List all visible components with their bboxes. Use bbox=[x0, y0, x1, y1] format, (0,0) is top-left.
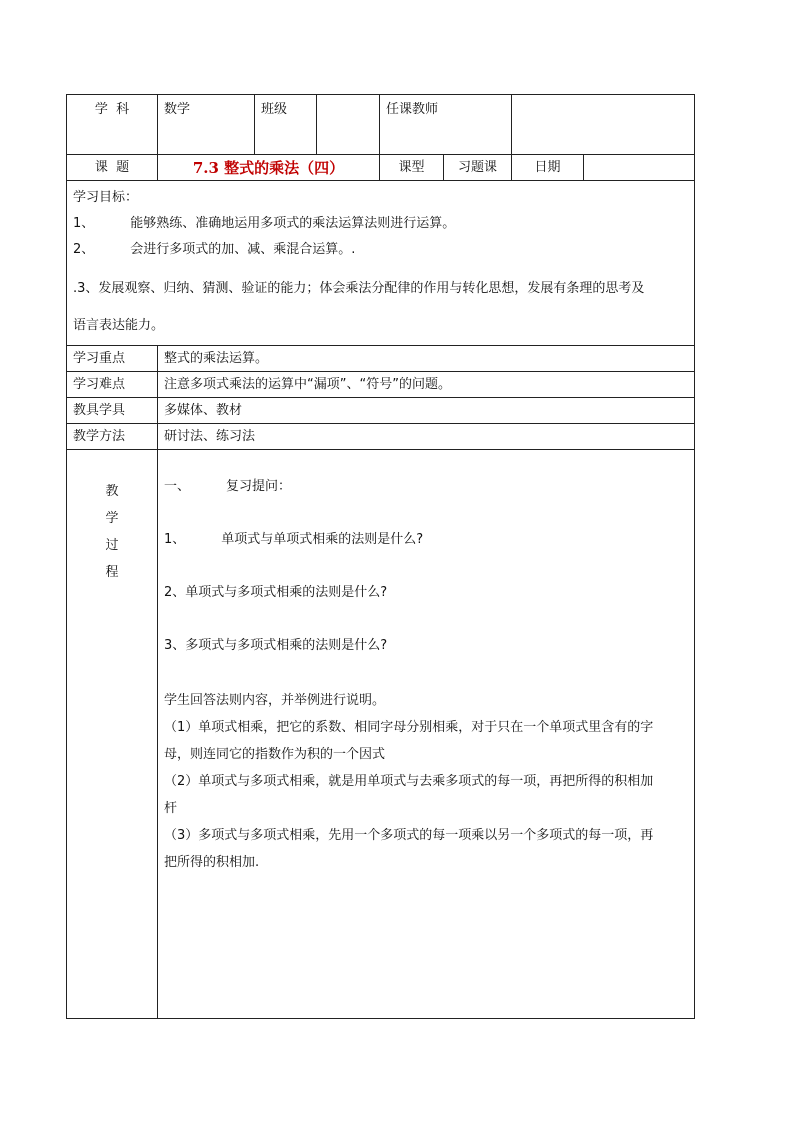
topic-label: 课 题 bbox=[67, 155, 158, 181]
answer-2-line1: （2）单项式与多项式相乘，就是用单项式与去乘多项式的每一项，再把所得的积相加 bbox=[164, 774, 654, 789]
focus-row bbox=[67, 346, 695, 372]
class-label: 班级 bbox=[255, 95, 317, 155]
focus-label: 学习重点 bbox=[67, 346, 158, 372]
process-char-2: 学 bbox=[105, 511, 119, 526]
goals-heading: 学习目标： bbox=[73, 190, 139, 205]
class-value bbox=[317, 95, 380, 155]
subject-value: 数学 bbox=[158, 95, 255, 155]
teaching-process-content bbox=[158, 450, 695, 1019]
section-1-num: 一、 bbox=[164, 479, 191, 494]
date-label: 日期 bbox=[512, 155, 584, 181]
goal-item-1 bbox=[73, 211, 688, 237]
process-char-1: 教 bbox=[105, 484, 119, 499]
difficulty-value: 注意多项式乘法的运算中“漏项”、“符号”的问题。 bbox=[158, 372, 695, 398]
tools-row bbox=[67, 398, 695, 424]
answer-3-line2: 把所得的积相加. bbox=[164, 855, 260, 870]
answer-1-line2: 母，则连同它的指数作为积的一个因式 bbox=[164, 747, 386, 762]
answer-3-line1: （3）多项式与多项式相乘，先用一个多项式的每一项乘以另一个多项式的每一项，再 bbox=[164, 828, 654, 843]
question-1 bbox=[164, 531, 688, 549]
question-2: 2、单项式与多项式相乘的法则是什么? bbox=[164, 585, 388, 600]
goals-row bbox=[67, 181, 695, 346]
goal-item-1-text: 能够熟练、准确地运用多项式的乘法运算法则进行运算。 bbox=[130, 216, 456, 231]
learning-goals bbox=[67, 181, 695, 346]
lesson-type-label: 课型 bbox=[380, 155, 444, 181]
process-char-4: 程 bbox=[105, 565, 119, 580]
goal-item-2-text: 会进行多项式的加、减、乘混合运算。. bbox=[130, 242, 356, 257]
answer-1-line1: （1）单项式相乘，把它的系数、相同字母分别相乘，对于只在一个单项式里含有的字 bbox=[164, 720, 654, 735]
teacher-label: 任课教师 bbox=[380, 95, 512, 155]
answer-2-line2: 杆 bbox=[164, 801, 178, 816]
focus-value: 整式的乘法运算。 bbox=[158, 346, 695, 372]
goal-item-1-num: 1、 bbox=[73, 216, 95, 231]
subject-label: 学 科 bbox=[67, 95, 158, 155]
question-1-num: 1、 bbox=[164, 532, 186, 547]
process-char-3: 过 bbox=[105, 538, 119, 553]
review-section-heading bbox=[164, 478, 688, 496]
difficulty-label: 学习难点 bbox=[67, 372, 158, 398]
date-value bbox=[584, 155, 695, 181]
answer-intro: 学生回答法则内容，并举例进行说明。 bbox=[164, 693, 386, 708]
tools-label: 教具学具 bbox=[67, 398, 158, 424]
header-row bbox=[67, 95, 695, 155]
teaching-process-label bbox=[67, 450, 158, 1019]
question-1-text: 单项式与单项式相乘的法则是什么? bbox=[221, 532, 424, 547]
answers-block bbox=[164, 687, 688, 876]
section-1-text: 复习提问： bbox=[226, 479, 292, 494]
lesson-type-value: 习题课 bbox=[444, 155, 512, 181]
lesson-plan-page bbox=[66, 94, 694, 1019]
goal-item-2-num: 2、 bbox=[73, 242, 95, 257]
goal-item-3-line2: 语言表达能力。 bbox=[73, 318, 165, 333]
tools-value: 多媒体、教材 bbox=[158, 398, 695, 424]
topic-row bbox=[67, 155, 695, 181]
teacher-value bbox=[512, 95, 695, 155]
question-3: 3、多项式与多项式相乘的法则是什么? bbox=[164, 638, 388, 653]
lesson-plan-table bbox=[66, 94, 695, 1019]
method-label: 教学方法 bbox=[67, 424, 158, 450]
method-value: 研讨法、练习法 bbox=[158, 424, 695, 450]
goal-item-2 bbox=[73, 237, 688, 263]
method-row bbox=[67, 424, 695, 450]
goal-item-3-line1: .3、发展观察、归纳、猜测、验证的能力；体会乘法分配律的作用与转化思想，发展有条理的思考及 bbox=[73, 281, 645, 296]
process-row bbox=[67, 450, 695, 1019]
difficulty-row bbox=[67, 372, 695, 398]
lesson-title: 7.3 整式的乘法（四） bbox=[158, 155, 380, 181]
